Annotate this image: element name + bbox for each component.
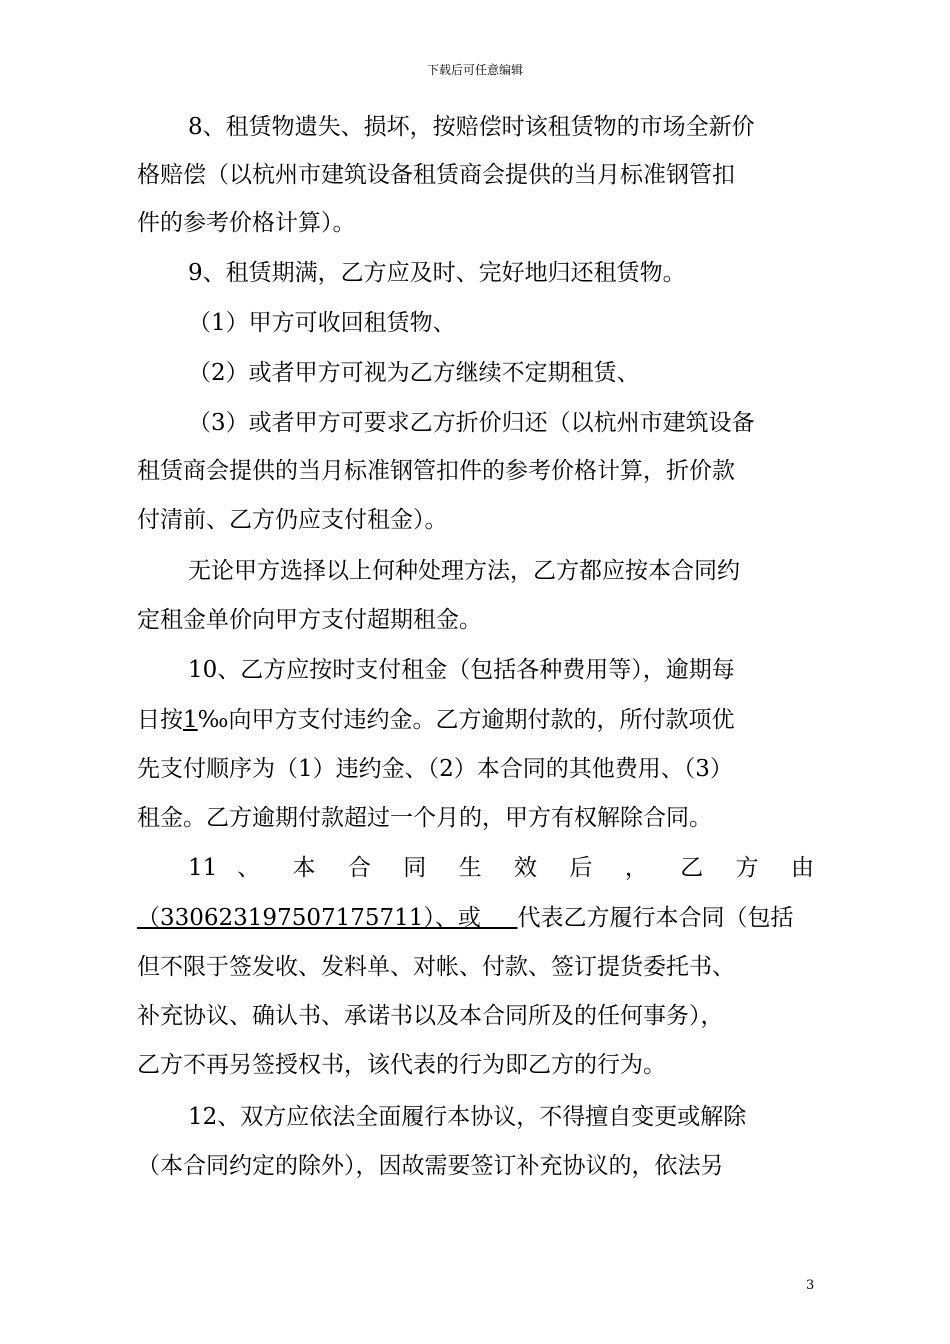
text-line: 11 、 本 合 同 生 效 后 ， 乙 方 由 xyxy=(188,855,814,881)
text-segment: 日按 xyxy=(137,707,183,733)
text-line: 乙方不再另签授权书，该代表的行为即乙方的行为。 xyxy=(137,1052,666,1078)
text-line: 租赁商会提供的当月标准钢管扣件的参考价格计算，折价款 xyxy=(137,458,735,484)
text-line: 先支付顺序为（1）违约金、（2）本合同的其他费用、（3） xyxy=(137,756,733,782)
text-segment: ‰向甲方支付违约金。乙方逾期付款的，所付款项优 xyxy=(197,707,735,733)
page-header: 下载后可任意编辑 xyxy=(426,63,523,77)
text-line: 租金。乙方逾期付款超过一个月的，甲方有权解除合同。 xyxy=(137,805,712,831)
text-line xyxy=(137,903,793,933)
text-line: 件的参考价格计算）。 xyxy=(137,210,356,236)
page-number: 3 xyxy=(806,1278,815,1293)
text-line: 12、双方应依法全面履行本协议，不得擅自变更或解除 xyxy=(188,1104,747,1130)
underlined-rate: 1 xyxy=(183,707,198,733)
text-line: 10、乙方应按时支付租金（包括各种费用等），逾期每 xyxy=(188,657,735,683)
text-line xyxy=(137,705,735,735)
underlined-id-field: （330623197507175711）、或 xyxy=(137,905,518,931)
text-line: （本合同约定的除外），因故需要签订补充协议的，依法另 xyxy=(137,1153,724,1179)
text-line: 无论甲方选择以上何种处理方法，乙方都应按本合同约 xyxy=(188,558,740,584)
text-line: 补充协议、确认书、承诺书以及本合同所及的任何事务）， xyxy=(137,1003,724,1029)
text-line: 付清前、乙方仍应支付租金）。 xyxy=(137,507,448,533)
text-segment: 代表乙方履行本合同（包括 xyxy=(517,905,794,931)
text-line: （3）或者甲方可要求乙方折价归还（以杭州市建筑设备 xyxy=(188,410,755,436)
text-line: 8、租赁物遗失、损坏，按赔偿时该租赁物的市场全新价 xyxy=(188,114,755,140)
text-line: （2）或者甲方可视为乙方继续不定期租赁、 xyxy=(188,360,640,386)
text-line: 定租金单价向甲方支付超期租金。 xyxy=(137,607,482,633)
text-line: （1）甲方可收回租赁物、 xyxy=(188,310,456,336)
text-line: 格赔偿（以杭州市建筑设备租赁商会提供的当月标准钢管扣 xyxy=(137,162,735,188)
text-line: 但不限于签发收、发料单、对帐、付款、签订提货委托书、 xyxy=(137,954,735,980)
text-line: 9、租赁期满，乙方应及时、完好地归还租赁物。 xyxy=(188,260,686,286)
